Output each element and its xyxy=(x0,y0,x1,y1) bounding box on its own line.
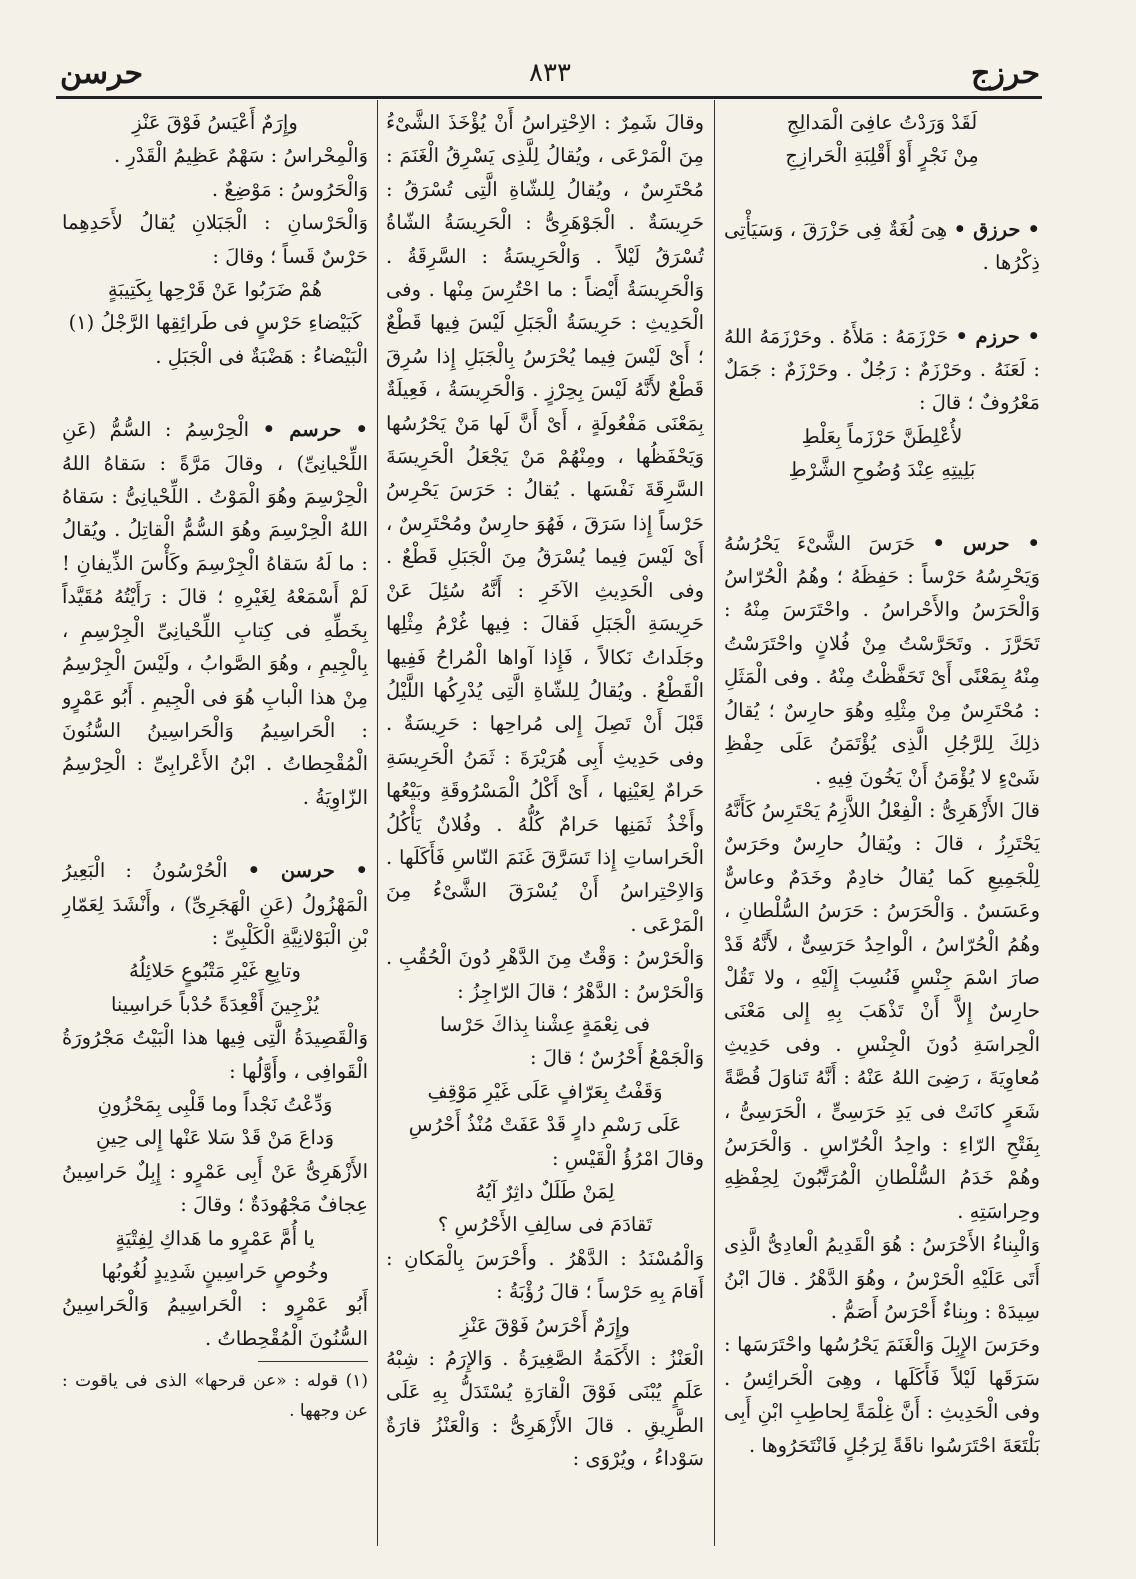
verse-line: هُمْ ضَرَبُوا عَنْ قَرْحِها بِكَتِيبَةٍ xyxy=(107,278,323,302)
entry-text: حَرَسَ الشَّىْءَ يَحْرُسُهُ وَيَحْرِسُهُ حَرْساً : حَفِظَهُ ؛ وهُمُ الْحُرّاسُ وَالْحَرَسُ والأَحْراسُ . واحْتَرَسَ مِنْهُ : تَحَرَّزَ . وتَحَرَّسْتُ مِنْ فُلانٍ واحْتَرَسْتُ مِنْهُ بِمَعْنًى أَىْ تَحَفَّظْتُ مِنْهُ . وفى الْمَثَلِ : مُحْتَرِسٌ مِنْ مِثْلِهِ وهُوَ حارِسٌ ؛ يُقالُ ذلِكَ لِلرَّجُلِ الَّذِى يُؤْتَمَنُ عَلَى حِفْظِ شَىْءٍ لا يُؤْمَنُ أَنْ يَخُونَ فِيهِ . xyxy=(724,531,1040,789)
verse-line: لأُعْلِطَنَّ حَرْزَماً بِعَلْطِ xyxy=(801,424,963,448)
page-number: ٨٣٣ xyxy=(529,58,571,88)
entry-gap xyxy=(62,814,368,854)
entry-headword: • حرسم • xyxy=(262,418,368,442)
verse-line: وإِرَمٌ أَعْيَسُ فَوْقَ عَنْزِ xyxy=(132,111,298,134)
entry-text: الْبَيْضاءُ : هَضْبَةٌ فى الْجَبَلِ . xyxy=(155,344,368,368)
paragraph xyxy=(386,106,704,941)
column-middle xyxy=(386,106,704,1546)
paragraph xyxy=(62,1288,368,1355)
entry-text: وَالْجَمْعُ أَحْرُسٌ ؛ قالَ : xyxy=(529,1046,704,1070)
paragraph xyxy=(386,1242,704,1309)
verse-line: بَلِيتِهِ عِنْدَ وُضُوحِ الشَّرْطِ xyxy=(788,458,976,482)
entry-text: وَالْقَصِيدَةُ الَّتِى فِيها هذا الْبَيْتُ مَجْرُورَةُ الْقَوافِى ، وأَوَّلُها : xyxy=(62,1026,368,1083)
entry-text: هِىَ لُغَةٌ فِى حَزْرَقَ ، وَسَيَأْتِى ذِكْرُها . xyxy=(724,217,1040,275)
verse-line: عَلَى رَسْمِ دارٍ قَدْ عَفَتْ مُنْذُ أَحْرُسِ xyxy=(408,1113,682,1137)
paragraph xyxy=(62,1021,368,1088)
footnote: (١) قوله : «عن قرحها» الذى فى ياقوت : عن وجهها . xyxy=(62,1371,368,1422)
entry-text: وَالْحَرُوسُ : مَوْضِعٌ . xyxy=(211,177,368,201)
paragraph xyxy=(386,1041,704,1074)
entry-paragraph xyxy=(724,527,1040,794)
column-divider xyxy=(377,100,378,1546)
entry-text: وَالْمُسْنَدُ : الدَّهْرُ . وأَحْرَسَ بِالْمَكانِ : أَقامَ بِهِ حَرْساً ؛ قالَ رُؤْبَةُ : xyxy=(386,1246,704,1304)
entry-headword: • حرس • xyxy=(932,531,1040,555)
verse-line: لِمَنْ طَلَلٌ داثِرٌ آيُهُ xyxy=(475,1180,615,1203)
verse-line: كَبَيْضاءِ حَرْسٍ فى طَرائِقِها الرَّجْلُ (١) xyxy=(68,311,362,335)
entry-text: وقالَ امْرُؤُ الْقَيْسِ : xyxy=(551,1146,704,1170)
entry-text: حَرْزَمَهُ : مَلأَهُ . وحَرْزَمَهُ اللهُ : لَعَنَهُ . وحَرْزَمٌ : رَجُلٌ . وحَرْزَمٌ : جَمَلٌ مَعْرُوفٌ ؛ قالَ : xyxy=(724,324,1040,415)
entry-paragraph xyxy=(62,854,368,954)
verse-line: تَقادَمَ فى سالِفِ الأَحْرُسِ ؟ xyxy=(437,1213,653,1237)
entry-headword: • حرزم • xyxy=(955,324,1040,348)
paragraph xyxy=(62,340,368,373)
paragraph xyxy=(386,941,704,1008)
entry-gap xyxy=(724,487,1040,527)
paragraph xyxy=(62,139,368,172)
verse-line: فى نِعْمَةٍ عِشْنا بِذاكَ حَرْسا xyxy=(439,1012,651,1036)
verse-line: لَقَدْ وَرَدْتُ عافِىَ الْمَدالِجِ xyxy=(786,111,978,134)
page-header xyxy=(60,52,1040,100)
verse-line: وَقَفْتُ بِعَرّافٍ عَلَى غَيْرِ مَوْقِفِ xyxy=(427,1079,663,1103)
entry-text: وحَرَسَ الإِبِلَ وَالْغَنَمَ يَحْرُسُها واحْتَرَسَها : سَرَقَها لَيْلاً فَأَكَلَها ، وهِىَ الْحَرائِسُ . وفى الْحَدِيثِ : أَنَّ غِلْمَةً لِحاطِبِ ابْنِ أَبِى بَلْتَعَةَ احْتَرَسُوا ناقَةً لِرَجُلٍ فَانْتَحَرُوها . xyxy=(724,1333,1040,1457)
header-right-word: حرزج xyxy=(971,56,1040,91)
paragraph xyxy=(724,794,1040,1228)
column-right xyxy=(724,106,1040,1546)
entry-gap xyxy=(724,173,1040,213)
header-left-word: حرسن xyxy=(60,56,144,91)
column-left xyxy=(62,106,368,1546)
verse-line: وَداعَ مَنْ قَدْ سَلا عَنْها إِلى حِينِ xyxy=(95,1126,334,1150)
entry-paragraph xyxy=(62,413,368,814)
entry-headword: • حرزق • xyxy=(953,217,1040,241)
footnote-rule xyxy=(258,1361,368,1362)
entry-text: قالَ الأَزْهَرِىُّ : الْفِعْلُ اللاَّزِمُ يَحْتَرِسُ كَأَنَّهُ يَحْتَرِزُ ، قالَ : ويُقالُ حارِسٌ وحَرَسٌ لِلْجَمِيعِ كَما يُقالُ خادِمٌ وخَدَمٌ وعاسٌّ وعَسَسٌ . وَالْحَرَسُ : حَرَسُ السُّلْطانِ ، وهُمُ الْحُرّاسُ ، الْواحِدُ حَرَسِىٌّ ، لأَنَّهُ قَدْ صارَ اسْمَ جِنْسٍ فَنُسِبَ إِلَيْهِ ، ولا تَقُلْ حارِسٌ إِلاَّ أَنْ تَذْهَبَ بِهِ إِلى مَعْنَى الْحِراسَةِ دُونَ الْجِنْسِ . وفى حَدِيثِ مُعاوِيَةَ ، رَضِىَ اللهُ عَنْهُ : أَنَّهُ تَناوَلَ قُصَّةً شَعَرٍ كانَتْ فى يَدِ حَرَسِىٍّ ، الْحَرَسِىُّ ، بِفَتْحِ الرّاءِ : واحِدُ الْحُرّاسِ . وَالْحَرَسُ وهُمْ خَدَمُ السُّلْطانِ الْمُرَتَّبُونَ لِحِفْظِهِ وحِراسَتِهِ . xyxy=(724,798,1040,1223)
column-divider xyxy=(714,100,715,1546)
entry-paragraph xyxy=(724,320,1040,420)
paragraph xyxy=(62,1155,368,1222)
entry-paragraph xyxy=(724,213,1040,280)
paragraph xyxy=(62,173,368,206)
entry-gap xyxy=(62,373,368,413)
entry-gap xyxy=(724,280,1040,320)
entry-text: أَبُو عَمْرٍو : الْحَراسِيمُ وَالْحَراسِينُ السُّنُونَ الْمُقْحِطاتُ . xyxy=(62,1293,368,1350)
verse-line: وَدِّعْتُ نَجْداً وما قَلْبِى بِمَحْزُونِ xyxy=(97,1092,333,1116)
entry-text: وَالْحَرْسُ : وَقْتٌ مِنَ الدَّهْرِ دُونَ الْحُقُبِ . وَالْحَرْسُ : الدَّهْرُ ؛ قالَ الرّاجِزُ : xyxy=(386,946,704,1003)
entry-text: وَالْبِناءُ الأَحْرَسُ : هُوَ الْقَدِيمُ الْعادِىُّ الَّذِى أَتَى عَلَيْهِ الْحَرْسُ ، وهُوَ الدَّهْرُ . قالَ ابْنُ سِيدَهْ : وبِناءٌ أَحْرَسُ أَصَمُّ . xyxy=(724,1233,1040,1323)
verse-line: يا أُمَّ عَمْرٍو ما هَداكِ لِفِتْيَةٍ xyxy=(115,1226,315,1250)
entry-text: وَالْمِحْراسُ : سَهْمٌ عَظِيمُ الْقَدْرِ . xyxy=(113,144,368,168)
verse-line: وإِرَمٌ أَحْرَسُ فَوْقَ عَنْزِ xyxy=(460,1313,630,1337)
header-rule xyxy=(56,96,1042,99)
verse-line: وتابِعِ غَيْرِ مَتْبُوعٍ حَلائِلُهُ xyxy=(129,959,301,983)
paragraph xyxy=(724,1328,1040,1462)
entry-text: الْحِرْسِمُ : السُّمُّ (عَنِ اللِّحْيانِىِّ) ، وقالَ مَرَّةً : سَقاهُ اللهُ الْحِرْسِمَ وهُوَ الْمَوْتُ . اللِّحْيانِىُّ : سَقاهُ اللهُ الْحِرْسِمَ وهُوَ السُّمُّ الْقاتِلُ . ويُقالُ : ما لَهُ سَقاهُ الْجِرْسِمَ وكَأْسَ الذِّيفانِ ! لَمْ أَسْمَعْهُ لِغَيْرِهِ ؛ قالَ : رَأَيْتُهُ مُقَيَّداً بِخَطِّهِ فى كِتابِ اللِّحْيانِىِّ الْجِرْسِمِ ، بِالْجِيمِ ، وهُوَ الصَّوابُ ، ولَيْسَ الْجِرْسِمُ مِنْ هذا الْبابِ هُوَ فى الْجِيمِ . أَبُو عَمْرٍو : الْحَراسِيمُ وَالْحَراسِينُ السُّنُونَ الْمُقْحِطاتُ . ابْنُ الأَعْرابِىِّ : الْحِرْسِمُ الزّاوِيَةُ . xyxy=(62,418,368,809)
verse-line: وخُوصٍ حَراسِينٍ شَدِيدٍ لُغُوبُها xyxy=(101,1260,329,1283)
entry-headword: • حرسن • xyxy=(247,859,368,883)
paragraph xyxy=(386,1342,704,1476)
entry-text: الْعَنْزُ : الأَكَمَةُ الصَّغِيرَةُ . وَالإِرَمُ : شِبْهُ عَلَمٍ يُبْنَى فَوْقَ الْقارَةِ يُسْتَدَلُّ بِهِ عَلَى الطَّرِيقِ . قالَ الأَزْهَرِىُّ : وَالْعَنْزُ قارَةٌ سَوْداءُ ، ويُرْوَى : xyxy=(386,1347,704,1471)
entry-text: الأَزْهَرِىُّ عَنْ أَبِى عَمْرٍو : إِبِلٌ حَراسِينُ عِجافٌ مَجْهُودَةٌ ؛ وقالَ : xyxy=(62,1159,368,1217)
verse-line: مِنْ نَجْرٍ أَوْ أَقْلِبَةِ الْحَرازِجِ xyxy=(785,144,979,168)
entry-text: وَالْحَرْسانِ : الْجَبَلانِ يُقالُ لأَحَدِهِما حَرْسٌ قَساً ؛ وقالَ : xyxy=(62,211,368,268)
verse-line: يُزْجِينَ أَقْعِدَةً حُدْباً حَراسِينا xyxy=(110,992,320,1016)
paragraph xyxy=(724,1228,1040,1328)
paragraph xyxy=(386,1142,704,1175)
entry-text: وقالَ شَمِرٌ : الاِحْتِراسُ أَنْ يُؤْخَذَ الشَّىْءُ مِنَ الْمَرْعَى ، ويُقالُ لِلَّذِى يَسْرِقُ الْغَنَمَ : مُحْتَرِسٌ ، ويُقالُ لِلشّاةِ الَّتِى تُسْرَقُ : حَرِيسَةٌ . الْجَوْهَرِىُّ : الْحَرِيسَةُ الشّاةُ تُسْرَقُ لَيْلاً . وَالْحَرِيسَةُ : السَّرِقَةُ . وَالْحَرِيسَةُ أَيْضاً : ما احْتُرِسَ مِنْها . وفى الْحَدِيثِ : حَرِيسَةُ الْجَبَلِ لَيْسَ فِيها قَطْعٌ ؛ أَىْ لَيْسَ فِيما يُحْرَسُ بِالْجَبَلِ إِذا سُرِقَ قَطْعٌ لأَنَّهُ لَيْسَ بِحِرْزٍ . وَالْحَرِيسَةُ ، فَعِيلَةٌ بِمَعْنَى مَفْعُولَةٍ ، أَىْ أَنَّ لَها مَنْ يَحْرُسُها وَيَحْفَظُها ، ومِنْهُمْ مَنْ يَجْعَلُ الْحَرِيسَةَ السَّرِقَةَ نَفْسَها . يُقالُ : حَرَسَ يَحْرِسُ حَرْساً إِذا سَرَقَ ، فَهُوَ حارِسٌ ومُحْتَرِسٌ ، أَىْ لَيْسَ فِيما يُسْرَقُ مِنَ الْجَبَلِ قَطْعٌ . وفى الْحَدِيثِ الآخَرِ : أَنَّهُ سُئِلَ عَنْ حَرِيسَةِ الْجَبَلِ فَقالَ : فِيها غُرْمُ مِثْلِها وجَلَداتُ نَكالاً ، فَإِذا آواها الْمُراحُ فَفِيها الْقَطْعُ . ويُقالُ لِلشّاةِ الَّتِى يُدْرِكُها اللَّيْلُ قَبْلَ أَنْ تَصِلَ إِلى مُراحِها : حَرِيسَةٌ . وفى حَدِيثِ أَبِى هُرَيْرَةَ : ثَمَنُ الْحَرِيسَةِ حَرامٌ لِعَيْنِها ، أَىْ أَكْلُ الْمَسْرُوقَةِ وبَيْعُها وأَخْذُ ثَمَنِها حَرامٌ كُلُّهُ . وفُلانٌ يَأْكُلُ الْحَراساتِ إِذا تَسَرَّقَ غَنَمَ النّاسِ فَأَكَلَها . وَالاِحْتِراسُ أَنْ يُسْرَقَ الشَّىْءُ مِنَ الْمَرْعَى . xyxy=(386,111,704,936)
entry-text: الْحُرْسُونُ : الْبَعِيرُ الْمَهْزُولُ (عَنِ الْهَجَرِىِّ) ، وأَنْشَدَ لِعَمّارِ بْنِ الْبَوْلانِيَّةِ الْكَلْبِىِّ : xyxy=(62,859,368,949)
paragraph xyxy=(62,206,368,273)
